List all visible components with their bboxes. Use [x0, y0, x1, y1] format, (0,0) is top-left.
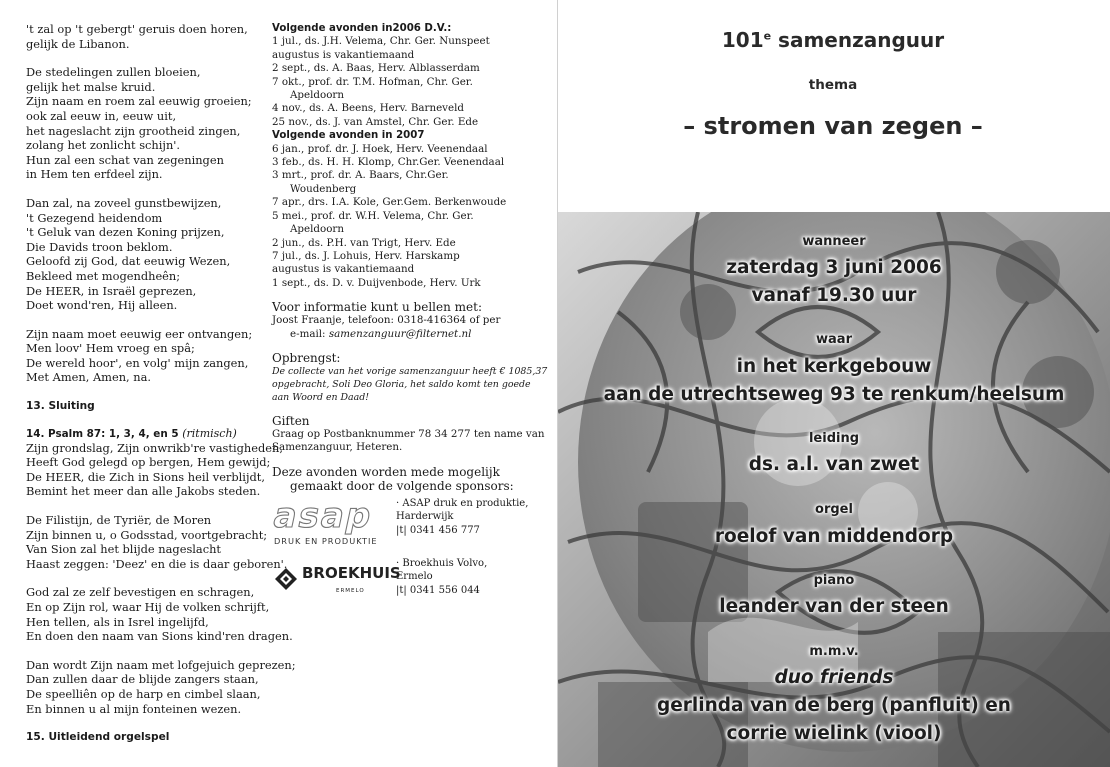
text-line: gelijk het malse kruid.: [26, 79, 156, 94]
text-line: in Hem ten erfdeel zijn.: [26, 167, 163, 182]
text-line: Men loov' Hem vroeg en spâ;: [26, 341, 195, 356]
schedule-list-2007: [272, 143, 550, 290]
text-line: Zijn naam en roem zal eeuwig groeien;: [26, 94, 252, 109]
broekhuis-mark-icon: [274, 567, 298, 591]
asap-logo-letters: asap: [269, 495, 377, 536]
text-line: Hen tellen, als in Isrel ingelijfd,: [26, 614, 209, 629]
performer-line1: gerlinda van de berg (panfluit) en: [657, 695, 1011, 716]
sponsor-city: Ermelo: [396, 571, 433, 583]
text-line: De HEER, in Israël geprezen,: [26, 283, 197, 298]
text-line: zolang het zonlicht schijn'.: [26, 138, 181, 153]
text-line: De Filistijn, de Tyriër, de Moren: [26, 513, 212, 528]
text-line: De stedelingen zullen bloeien,: [26, 65, 201, 80]
theme-label: thema: [808, 77, 858, 93]
opbrengst-text: De collecte van het vorige samenzanguur heeft € 1085,37 opgebracht, Soli Deo Gloria, het saldo komt ten goede aan Woord en Daad!: [272, 365, 548, 403]
duo-name: duo friends: [774, 667, 894, 688]
text-line: 7 jul., ds. J. Lohuis, Herv. Harskamp: [272, 249, 460, 262]
waar-label: waar: [816, 332, 852, 347]
giften-line: Samenzanguur, Heteren.: [272, 441, 403, 454]
sponsor-phone: |t| 0341 456 777: [396, 524, 480, 536]
text-line: ook zal eeuw in, eeuw uit,: [26, 108, 177, 123]
text-line: Met Amen, Amen, na.: [26, 370, 152, 385]
text-line: God zal ze zelf bevestigen en schragen,: [26, 585, 255, 600]
text-line: 't Geluk van dezen Koning prijzen,: [26, 225, 225, 240]
title-number: 101: [721, 28, 764, 52]
schedule-heading-2006: Volgende avonden in2006 D.V.:: [272, 23, 452, 34]
info-email[interactable]: samenzanguur@filternet.nl: [328, 327, 472, 340]
schedule-list-2006: [272, 35, 550, 129]
psalm-heading-suffix: (ritmisch): [182, 426, 237, 440]
psalm-heading-text: 14. Psalm 87: 1, 3, 4, en 5: [26, 427, 179, 440]
sponsor-broekhuis: [272, 557, 550, 613]
text-line: Woudenberg: [290, 182, 357, 195]
text-line: Bemint het meer dan alle Jakobs steden.: [26, 484, 261, 499]
opbrengst-heading: Opbrengst:: [272, 350, 341, 365]
text-line: Die Davids troon beklom.: [26, 239, 173, 254]
title-sup: e: [763, 29, 772, 43]
sponsor-asap: [269, 495, 550, 553]
text-line: En binnen u al mijn fonteinen wezen.: [26, 701, 242, 716]
event-time: vanaf 19.30 uur: [751, 285, 917, 306]
asap-logo: [269, 495, 392, 551]
mmv-label: m.m.v.: [809, 644, 859, 659]
performer-line2: corrie wielink (viool): [726, 723, 942, 744]
venue-line1: in het kerkgebouw: [736, 356, 932, 377]
text-line: 6 jan., prof. dr. J. Hoek, Herv. Veenendaal: [272, 142, 488, 155]
text-line: 1 sept., ds. D. v. Duijvenbode, Herv. Urk: [272, 276, 481, 289]
title-rest: samenzanguur: [771, 28, 945, 52]
broekhuis-logo-town: ERMELO: [336, 587, 365, 594]
text-line: Dan zullen daar de blijde zangers staan,: [26, 672, 259, 687]
text-line: Dan wordt Zijn naam met lofgejuich geprezen;: [26, 657, 296, 672]
section-heading: 15. Uitleidend orgelspel: [26, 731, 170, 744]
schedule-heading-2007: Volgende avonden in 2007: [272, 130, 425, 142]
info-phone: Joost Fraanje, telefoon: 0318-416364 of per: [272, 314, 501, 327]
psalm-stanza: [26, 440, 283, 499]
leiding-name: ds. a.l. van zwet: [748, 454, 920, 475]
text-line: 2 jun., ds. P.H. van Trigt, Herv. Ede: [272, 236, 456, 249]
text-line: Bekleed met mogendheên;: [26, 268, 181, 283]
schedule-column: [269, 22, 550, 613]
page-title: [556, 28, 1110, 52]
event-date: zaterdag 3 juni 2006: [726, 257, 942, 278]
orgel-name: roelof van middendorp: [714, 526, 954, 547]
text-line: 7 apr., drs. I.A. Kole, Ger.Gem. Berkenwoude: [272, 196, 507, 209]
text-line: Apeldoorn: [290, 89, 344, 102]
sponsor-info: [396, 497, 528, 538]
theme-title: – stromen van zegen –: [683, 112, 983, 140]
stanza: [26, 327, 261, 385]
sponsor-name: · ASAP druk en produktie,: [396, 497, 529, 509]
orgel-label: orgel: [815, 502, 853, 517]
stanza: [26, 22, 261, 51]
text-line: Doet wond'ren, Hij alleen.: [26, 298, 178, 313]
psalm-stanza: [26, 585, 293, 644]
section-heading: 13. Sluiting: [26, 400, 95, 413]
text-line: Geloofd zij God, dat eeuwig Wezen,: [26, 254, 231, 269]
text-line: De wereld hoor', en volg' mijn zangen,: [26, 355, 249, 370]
text-line: Dan zal, na zoveel gunstbewijzen,: [26, 195, 222, 210]
text-line: Van Sion zal het blijde nageslacht: [26, 542, 222, 557]
info-heading: Voor informatie kunt u bellen met:: [272, 300, 482, 315]
giften-line: Graag op Postbanknummer 78 34 277 ten name van: [272, 427, 545, 440]
text-line: Apeldoorn: [290, 223, 344, 236]
text-line: De speelliên op de harp en cimbel slaan,: [26, 686, 261, 701]
asap-logo-sub: DRUK EN PRODUKTIE: [274, 535, 378, 546]
sponsor-phone: |t| 0341 556 044: [396, 584, 480, 596]
psalm-heading: [26, 426, 261, 441]
text-line: Zijn grondslag, Zijn onwrikb're vastigheden,: [26, 440, 283, 455]
text-line: 2 sept., ds. A. Baas, Herv. Alblasserdam: [272, 62, 480, 75]
text-line: 4 nov., ds. A. Beens, Herv. Barneveld: [272, 102, 464, 115]
piano-label: piano: [813, 573, 855, 588]
text-line: Hun zal een schat van zegeningen: [26, 152, 224, 167]
giften-heading: Giften: [272, 413, 310, 428]
sponsors-heading: Deze avonden worden mede mogelijk: [272, 464, 500, 479]
text-line: Zijn binnen u, o Godsstad, voortgebracht;: [26, 527, 268, 542]
piano-name: leander van der steen: [719, 596, 949, 617]
text-line: gelijk de Libanon.: [26, 36, 130, 51]
stanza: [26, 196, 261, 313]
text-line: 25 nov., ds. J. van Amstel, Chr. Ger. Ede: [272, 115, 479, 128]
info-email-prefix: e-mail:: [290, 327, 326, 340]
text-line: 3 feb., ds. H. H. Klomp, Chr.Ger. Veenendaal: [272, 156, 505, 169]
text-line: 5 mei., prof. dr. W.H. Velema, Chr. Ger.: [272, 209, 474, 222]
text-line: augustus is vakantiemaand: [272, 263, 415, 276]
venue-line2: aan de utrechtseweg 93 te renkum/heelsum: [603, 384, 1065, 405]
stained-glass-photo: [558, 212, 1110, 767]
wanneer-label: wanneer: [802, 234, 866, 249]
leiding-label: leiding: [808, 431, 860, 446]
text-line: 3 mrt., prof. dr. A. Baars, Chr.Ger.: [272, 169, 449, 182]
text-line: 7 okt., prof. dr. T.M. Hofman, Chr. Ger.: [272, 75, 473, 88]
stanza: [26, 65, 261, 182]
sponsor-city: Harderwijk: [396, 511, 454, 523]
text-line: 't zal op 't gebergt' geruis doen horen,: [26, 22, 248, 36]
text-line: 1 jul., ds. J.H. Velema, Chr. Ger. Nunspeet: [272, 35, 490, 48]
text-line: Heeft God gelegd op bergen, Hem gewijd;: [26, 455, 271, 470]
psalm-stanza: [26, 657, 296, 716]
text-line: En op Zijn rol, waar Hij de volken schrijft,: [26, 600, 270, 614]
text-line: En doen den naam van Sions kind'ren dragen.: [26, 629, 293, 644]
text-line: 't Gezegend heidendom: [26, 210, 163, 225]
sponsor-info: [396, 557, 487, 598]
text-line: De HEER, die Zich in Sions heil verblijdt,: [26, 469, 265, 484]
text-line: het nageslacht zijn grootheid zingen,: [26, 123, 241, 138]
broekhuis-logo-name: BROEKHUIS: [302, 563, 401, 582]
psalm-stanza: [26, 513, 288, 571]
text-line: Haast zeggen: 'Deez' en die is daar geboren'.: [26, 556, 288, 571]
text-line: Zijn naam moet eeuwig eer ontvangen;: [26, 326, 253, 341]
sponsor-name: · Broekhuis Volvo,: [396, 557, 488, 569]
broekhuis-logo: [274, 563, 401, 597]
sponsors-heading-cont: gemaakt door de volgende sponsors:: [290, 478, 514, 493]
info-email-line: [272, 328, 550, 341]
text-line: augustus is vakantiemaand: [272, 48, 415, 61]
